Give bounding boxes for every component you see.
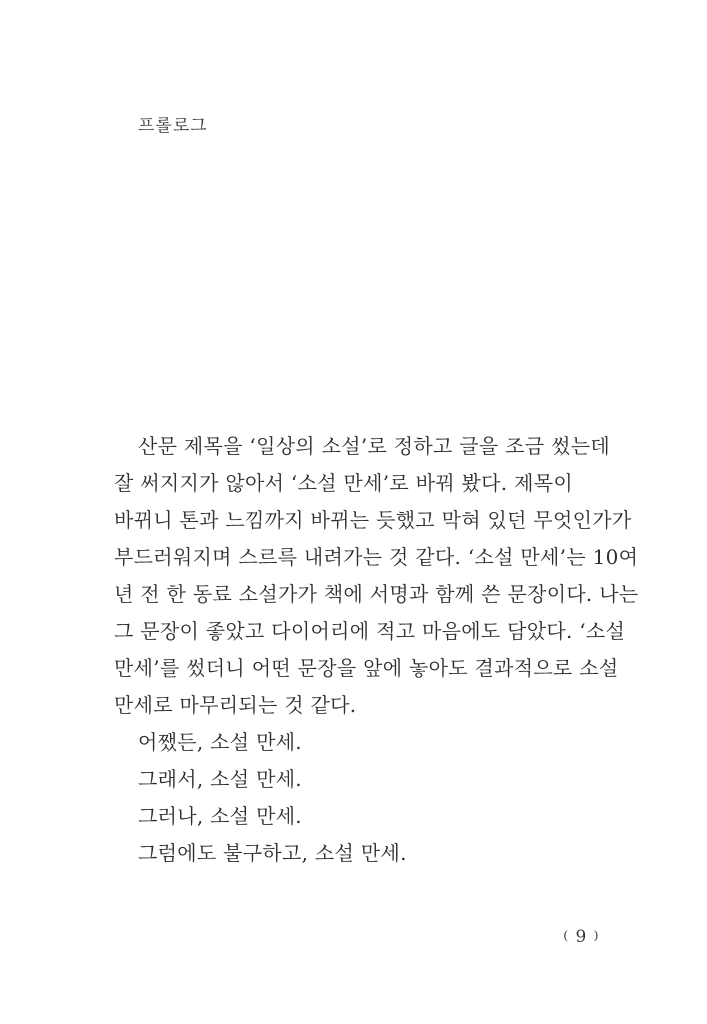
paragraph-line: 바뀌니 톤과 느낌까지 바뀌는 듯했고 막혀 있던 무엇인가가 — [114, 508, 632, 532]
refrain-line: 어쨌든, 소설 만세. — [138, 730, 302, 754]
page-number — [563, 927, 599, 947]
paragraph-line: 부드러워지며 스르륵 내려가는 것 같다. ‘소설 만세’는 10여 — [114, 545, 639, 569]
chapter-header: 프롤로그 — [138, 116, 208, 136]
refrain-line: 그럼에도 불구하고, 소설 만세. — [138, 841, 407, 865]
paragraph-line: 잘 써지지가 않아서 ‘소설 만세’로 바꿔 봤다. 제목이 — [114, 471, 573, 495]
refrain-line: 그래서, 소설 만세. — [138, 767, 302, 791]
paragraph-line: 산문 제목을 ‘일상의 소설’로 정하고 글을 조금 썼는데 — [138, 434, 610, 458]
paragraph-line: 만세’를 썼더니 어떤 문장을 앞에 놓아도 결과적으로 소설 — [114, 656, 619, 680]
refrain-line: 그러나, 소설 만세. — [138, 804, 302, 828]
folio-number: 9 — [575, 927, 587, 947]
paragraph-line: 만세로 마무리되는 것 같다. — [114, 693, 357, 717]
folio-left-bracket: ( — [563, 929, 569, 943]
body-text-block — [114, 428, 639, 872]
folio-right-bracket: ) — [593, 929, 599, 943]
paragraph-line: 그 문장이 좋았고 다이어리에 적고 마음에도 담았다. ‘소설 — [114, 619, 626, 643]
paragraph-line: 년 전 한 동료 소설가가 책에 서명과 함께 쓴 문장이다. 나는 — [114, 582, 639, 606]
